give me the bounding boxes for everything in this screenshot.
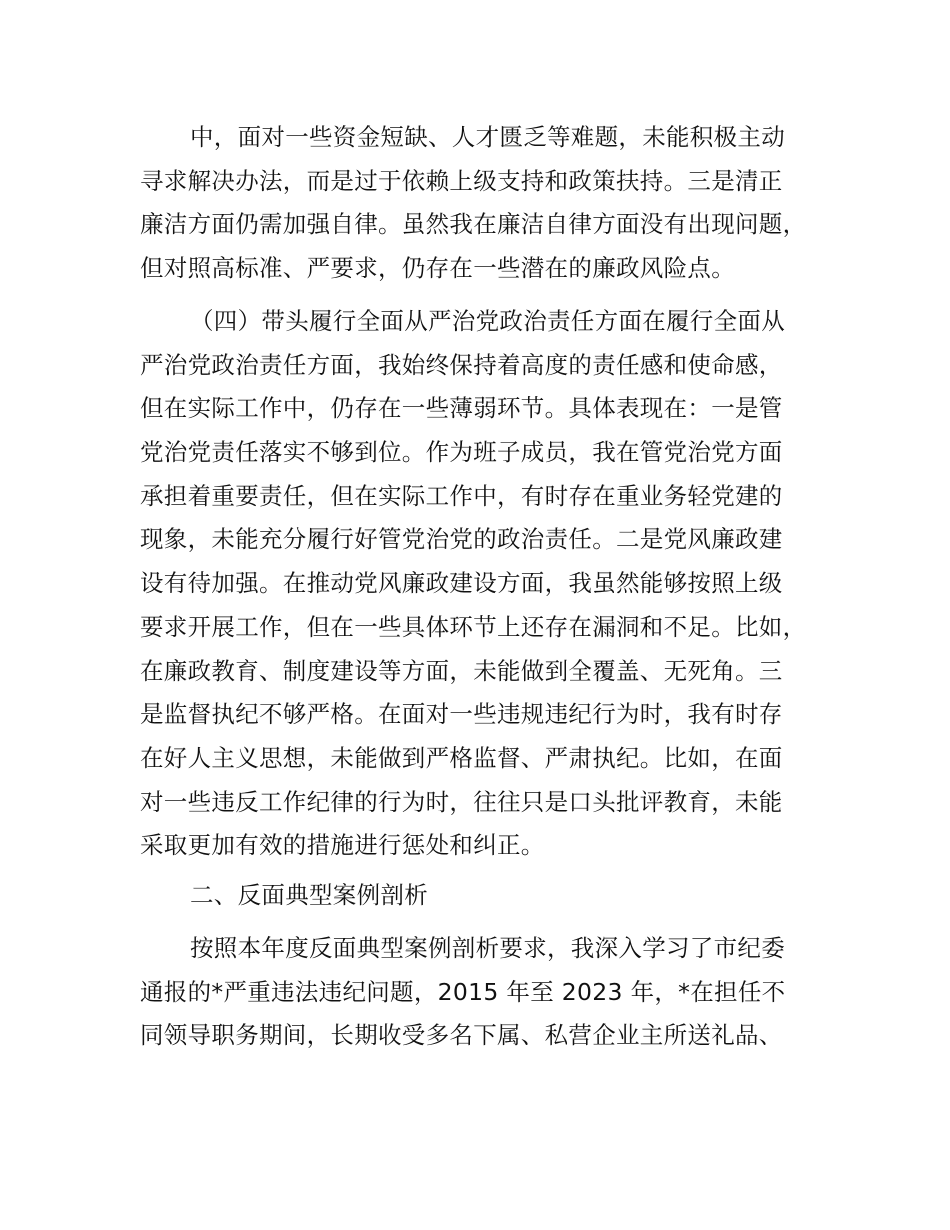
section-heading <box>140 874 840 918</box>
paragraph-case-analysis <box>140 927 840 1058</box>
text-line: 对一些违反工作纪律的行为时，往往只是口头批评教育，未能 <box>140 787 783 816</box>
heading-text: 二、反面典型案例剖析 <box>190 881 428 909</box>
text-line: 是监督执纪不够严格。在面对一些违规违纪行为时，我有时存 <box>140 700 783 729</box>
text-line: 在廉政教育、制度建设等方面，未能做到全覆盖、无死角。三 <box>140 656 783 685</box>
text-line: 廉洁方面仍需加强自律。虽然我在廉洁自律方面没有出现问题， <box>140 210 807 239</box>
text-line: 严治党政治责任方面，我始终保持着高度的责任感和使命感， <box>140 350 783 379</box>
text-line: 现象，未能充分履行好管党治党的政治责任。二是党风廉政建 <box>140 525 783 554</box>
paragraph-section-four <box>140 300 840 868</box>
text-line: 承担着重要责任，但在实际工作中，有时存在重业务轻党建的 <box>140 481 783 510</box>
text-line: 党治党责任落实不够到位。作为班子成员，我在管党治党方面 <box>140 438 783 467</box>
text-line: （四）带头履行全面从严治党政治责任方面在履行全面从 <box>190 307 785 335</box>
text-line: 同领导职务期间，长期收受多名下属、私营企业主所送礼品、 <box>140 1021 783 1050</box>
text-line: 按照本年度反面典型案例剖析要求，我深入学习了市纪委 <box>190 934 785 962</box>
text-line: 采取更加有效的措施进行惩处和纠正。 <box>140 831 545 860</box>
text-line: 但对照高标准、严要求，仍存在一些潜在的廉政风险点。 <box>140 254 735 283</box>
text-line: 但在实际工作中，仍存在一些薄弱环节。具体表现在：一是管 <box>140 394 783 423</box>
text-line: 寻求解决办法，而是过于依赖上级支持和政策扶持。三是清正 <box>140 166 783 195</box>
text-line: 通报的*严重违法违纪问题，2015 年至 2023 年，*在担任不 <box>140 977 786 1006</box>
text-line: 中，面对一些资金短缺、人才匮乏等难题，未能积极主动 <box>190 123 785 151</box>
text-line: 要求开展工作，但在一些具体环节上还存在漏洞和不足。比如， <box>140 612 807 641</box>
paragraph-continuation <box>140 116 840 291</box>
text-line: 设有待加强。在推动党风廉政建设方面，我虽然能够按照上级 <box>140 569 783 598</box>
text-line: 在好人主义思想，未能做到严格监督、严肃执纪。比如，在面 <box>140 743 783 772</box>
